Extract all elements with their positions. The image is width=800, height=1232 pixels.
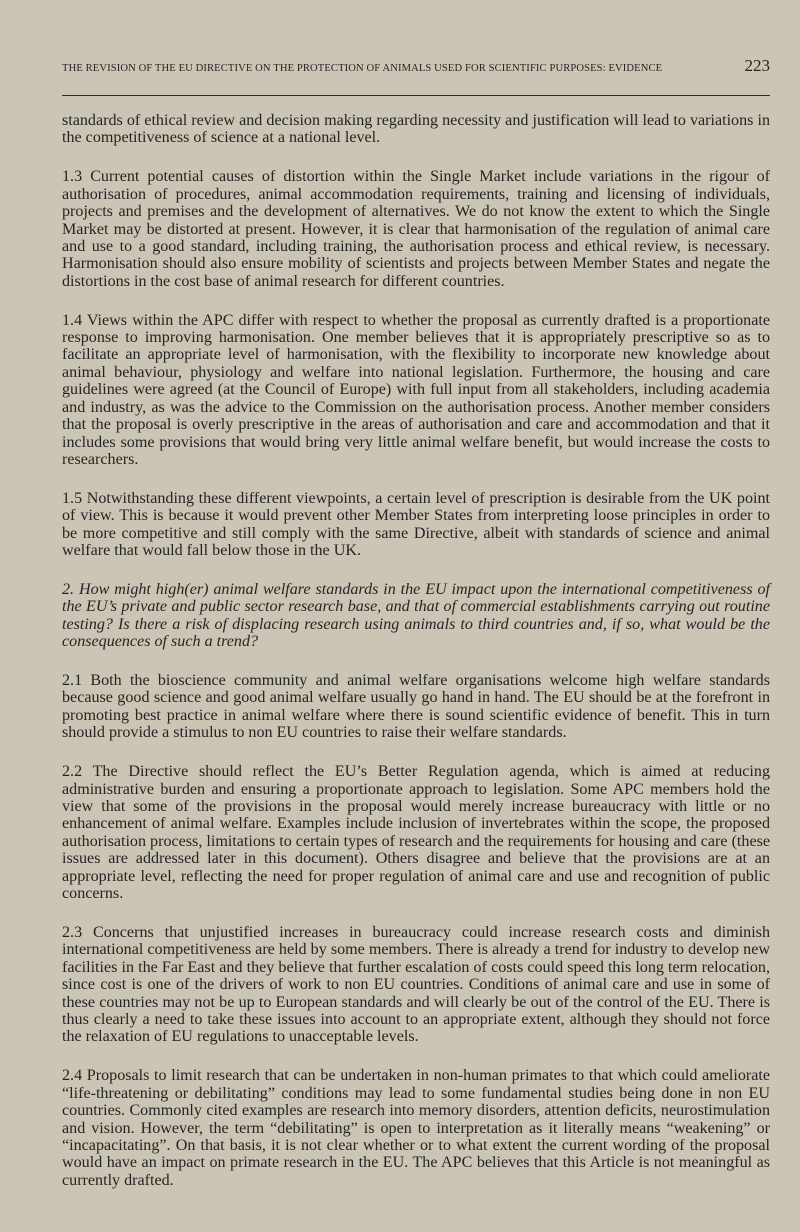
page-number: 223 [744, 56, 770, 75]
question-2: 2. How might high(er) animal welfare standards in the EU impact upon the international competitiveness of the EU’s private and public sector research base, and that of commercial establishments carrying out routine testing? Is there a risk of displacing research using animals to third countries and, if so, what would be the consequences of such a trend? [62, 580, 770, 651]
paragraph-2-1: 2.1 Both the bioscience community and animal welfare organisations welcome high welfare standards because good science and good animal welfare usually go hand in hand. The EU should be at the forefront in promoting best practice in animal welfare where there is sound scientific evidence of benefit. This in turn should provide a stimulus to non EU countries to raise their welfare standards. [62, 672, 770, 742]
paragraph-1-4: 1.4 Views within the APC differ with respect to whether the proposal as currently drafted is a proportionate response to improving harmonisation. One member believes that it is appropriately prescriptive so as to facilitate an appropriate level of harmonisation, with the flexibility to incorporate new knowledge about animal behaviour, physiology and welfare into national legislation. Furthermore, the housing and care guidelines were agreed (at the Council of Europe) with full input from all stakeholders, including academia and industry, as was the advice to the Commission on the authorisation process. Another member considers that the proposal is overly prescriptive in the areas of authorisation and care and accommodation and that it includes some provisions that would bring very little animal welfare benefit, but would increase the costs to researchers. [62, 311, 770, 468]
paragraph-2-4: 2.4 Proposals to limit research that can be undertaken in non-human primates to that which could ameliorate “life-threatening or debilitating” conditions may lead to some fundamental studies being done in non EU countries. Commonly cited examples are research into memory disorders, attention deficits, neurostimulation and vision. However, the term “debilitating” is open to interpretation as it literally means “weakening” or “incapacitating”. On that basis, it is not clear whether or to what extent the current wording of the proposal would have an impact on primate research in the EU. The APC believes that this Article is not meaningful as currently drafted. [62, 1067, 770, 1189]
paragraph-continuation: standards of ethical review and decision making regarding necessity and justification will lead to variations in the competitiveness of science at a national level. [62, 112, 770, 147]
document-body [62, 112, 770, 1211]
header-rule [62, 95, 770, 96]
running-header [62, 56, 770, 76]
paragraph-2-2: 2.2 The Directive should reflect the EU’s Better Regulation agenda, which is aimed at reducing administrative burden and ensuring a proportionate approach to legislation. Some APC members hold the view that some of the provisions in the proposal would merely increase bureaucracy with little or no enhancement of animal welfare. Examples include inclusion of invertebrates within the scope, the proposed authorisation process, limitations to certain types of research and the requirements for housing and care (these issues are addressed later in this document). Others disagree and believe that the provisions are at an appropriate level, reflecting the need for proper regulation of animal care and use and recognition of public concerns. [62, 763, 770, 903]
paragraph-1-3: 1.3 Current potential causes of distortion within the Single Market include variations in the rigour of authorisation of procedures, animal accommodation requirements, training and licensing of individuals, projects and premises and the development of alternatives. We do not know the extent to which the Single Market may be distorted at present. However, it is clear that harmonisation of the regulation of animal care and use to a good standard, including training, the authorisation process and ethical review, is necessary. Harmonisation should also ensure mobility of scientists and projects between Member States and negate the distortions in the cost base of animal research for different countries. [62, 168, 770, 290]
running-title: THE REVISION OF THE EU DIRECTIVE ON THE PROTECTION OF ANIMALS USED FOR SCIENTIFIC PURPOSES: EVIDENCE [62, 63, 663, 74]
paragraph-1-5: 1.5 Notwithstanding these different viewpoints, a certain level of prescription is desirable from the UK point of view. This is because it would prevent other Member States from interpreting loose principles in order to be more competitive and still comply with the same Directive, albeit with standards of science and animal welfare that would fall below those in the UK. [62, 489, 770, 560]
paragraph-2-3: 2.3 Concerns that unjustified increases in bureaucracy could increase research costs and diminish international competitiveness are held by some members. There is already a trend for industry to develop new facilities in the Far East and they believe that further escalation of costs could speed this long term relocation, since cost is one of the drivers of work to non EU countries. Conditions of animal care and use in some of these countries may not be up to European standards and will clearly be out of the control of the EU. There is thus clearly a need to take these issues into account to an appropriate extent, although they should not force the relaxation of EU regulations to unacceptable levels. [62, 923, 770, 1046]
